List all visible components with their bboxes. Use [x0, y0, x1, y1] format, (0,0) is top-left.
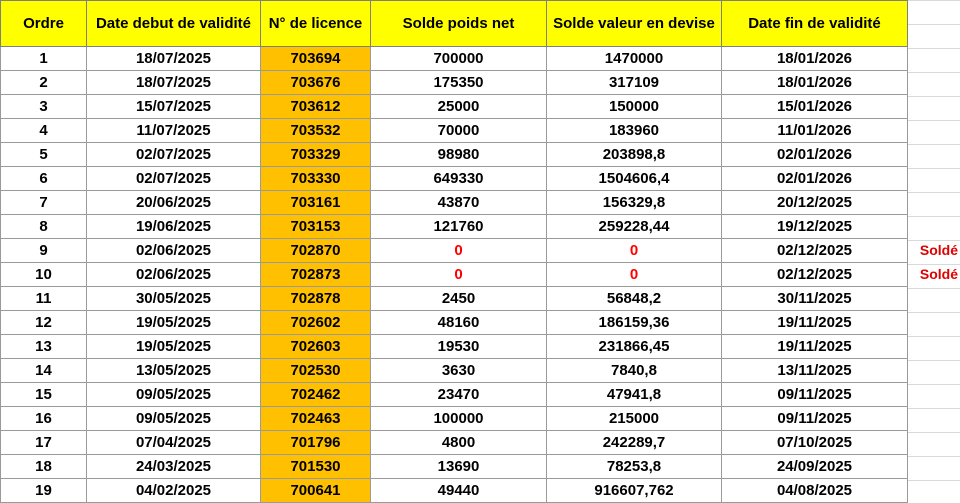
cell-licence[interactable]: 702530 — [261, 359, 371, 383]
table-row — [1, 455, 908, 479]
status-note — [907, 454, 960, 478]
status-notes-column — [907, 46, 960, 502]
cell-solde-poids[interactable]: 4800 — [371, 431, 547, 455]
cell-licence[interactable]: 702602 — [261, 311, 371, 335]
cell-date-debut[interactable]: 09/05/2025 — [87, 407, 261, 431]
cell-date-fin[interactable]: 02/01/2026 — [722, 167, 908, 191]
cell-ordre[interactable]: 12 — [1, 311, 87, 335]
cell-ordre[interactable]: 19 — [1, 479, 87, 503]
cell-date-fin[interactable]: 20/12/2025 — [722, 191, 908, 215]
cell-licence[interactable]: 703329 — [261, 143, 371, 167]
status-note — [907, 70, 960, 94]
status-note — [907, 118, 960, 142]
cell-date-debut[interactable]: 30/05/2025 — [87, 287, 261, 311]
status-note — [907, 334, 960, 358]
cell-ordre[interactable]: 7 — [1, 191, 87, 215]
cell-solde-valeur[interactable]: 242289,7 — [547, 431, 722, 455]
cell-date-fin[interactable]: 02/12/2025 — [722, 239, 908, 263]
cell-date-fin[interactable]: 02/01/2026 — [722, 143, 908, 167]
header-licence[interactable]: N° de licence — [261, 1, 371, 47]
cell-date-debut[interactable]: 02/06/2025 — [87, 263, 261, 287]
status-note — [907, 478, 960, 502]
cell-date-fin[interactable]: 04/08/2025 — [722, 479, 908, 503]
cell-solde-valeur[interactable]: 1504606,4 — [547, 167, 722, 191]
status-note — [907, 46, 960, 70]
cell-date-fin[interactable]: 30/11/2025 — [722, 287, 908, 311]
cell-licence[interactable]: 703532 — [261, 119, 371, 143]
cell-date-debut[interactable]: 04/02/2025 — [87, 479, 261, 503]
table-row — [1, 143, 908, 167]
table-row — [1, 239, 908, 263]
cell-solde-valeur[interactable]: 7840,8 — [547, 359, 722, 383]
cell-date-fin[interactable]: 07/10/2025 — [722, 431, 908, 455]
cell-solde-valeur[interactable]: 186159,36 — [547, 311, 722, 335]
cell-ordre[interactable]: 4 — [1, 119, 87, 143]
cell-solde-poids[interactable]: 0 — [371, 239, 547, 263]
table-body — [1, 47, 908, 503]
cell-date-debut[interactable]: 11/07/2025 — [87, 119, 261, 143]
cell-date-debut[interactable]: 19/05/2025 — [87, 335, 261, 359]
status-note — [907, 310, 960, 334]
status-note: Soldé — [919, 242, 958, 258]
header-solde-poids[interactable]: Solde poids net — [371, 1, 547, 47]
cell-solde-valeur[interactable]: 203898,8 — [547, 143, 722, 167]
cell-solde-valeur[interactable]: 0 — [547, 263, 722, 287]
cell-date-debut[interactable]: 24/03/2025 — [87, 455, 261, 479]
cell-solde-valeur[interactable]: 317109 — [547, 71, 722, 95]
cell-date-debut[interactable]: 18/07/2025 — [87, 71, 261, 95]
table-row — [1, 95, 908, 119]
cell-solde-poids[interactable]: 48160 — [371, 311, 547, 335]
header-row — [1, 1, 908, 47]
status-note — [907, 94, 960, 118]
cell-solde-poids[interactable]: 121760 — [371, 215, 547, 239]
table-row — [1, 479, 908, 503]
cell-ordre[interactable]: 2 — [1, 71, 87, 95]
table-row — [1, 383, 908, 407]
cell-solde-valeur[interactable]: 259228,44 — [547, 215, 722, 239]
cell-licence[interactable]: 703330 — [261, 167, 371, 191]
header-ordre[interactable]: Ordre — [1, 1, 87, 47]
cell-licence[interactable]: 703694 — [261, 47, 371, 71]
cell-solde-valeur[interactable]: 156329,8 — [547, 191, 722, 215]
cell-ordre[interactable]: 15 — [1, 383, 87, 407]
cell-solde-poids[interactable]: 2450 — [371, 287, 547, 311]
cell-date-debut[interactable]: 02/07/2025 — [87, 143, 261, 167]
cell-date-debut[interactable]: 18/07/2025 — [87, 47, 261, 71]
cell-licence[interactable]: 702873 — [261, 263, 371, 287]
cell-date-fin[interactable]: 09/11/2025 — [722, 407, 908, 431]
cell-licence[interactable]: 703676 — [261, 71, 371, 95]
cell-solde-valeur[interactable]: 916607,762 — [547, 479, 722, 503]
cell-solde-valeur[interactable]: 1470000 — [547, 47, 722, 71]
cell-date-fin[interactable]: 09/11/2025 — [722, 383, 908, 407]
cell-ordre[interactable]: 10 — [1, 263, 87, 287]
status-note — [907, 358, 960, 382]
cell-solde-poids[interactable]: 13690 — [371, 455, 547, 479]
cell-date-fin[interactable]: 19/11/2025 — [722, 311, 908, 335]
cell-ordre[interactable]: 11 — [1, 287, 87, 311]
cell-date-fin[interactable]: 18/01/2026 — [722, 71, 908, 95]
cell-ordre[interactable]: 9 — [1, 239, 87, 263]
cell-solde-poids[interactable]: 700000 — [371, 47, 547, 71]
cell-date-debut[interactable]: 19/06/2025 — [87, 215, 261, 239]
table-row — [1, 215, 908, 239]
cell-solde-poids[interactable]: 49440 — [371, 479, 547, 503]
status-note — [907, 166, 960, 190]
cell-solde-poids[interactable]: 3630 — [371, 359, 547, 383]
status-note: Soldé — [919, 266, 958, 282]
table-row — [1, 335, 908, 359]
status-note — [907, 286, 960, 310]
cell-solde-poids[interactable]: 19530 — [371, 335, 547, 359]
cell-solde-valeur[interactable]: 0 — [547, 239, 722, 263]
cell-ordre[interactable]: 8 — [1, 215, 87, 239]
header-date-debut[interactable]: Date debut de validité — [87, 1, 261, 47]
cell-solde-valeur[interactable]: 47941,8 — [547, 383, 722, 407]
table-row — [1, 47, 908, 71]
cell-date-debut[interactable]: 13/05/2025 — [87, 359, 261, 383]
cell-solde-poids[interactable]: 100000 — [371, 407, 547, 431]
table-row — [1, 359, 908, 383]
table-row — [1, 119, 908, 143]
status-note — [907, 406, 960, 430]
cell-solde-valeur[interactable]: 215000 — [547, 407, 722, 431]
cell-licence[interactable]: 702603 — [261, 335, 371, 359]
status-note — [907, 382, 960, 406]
cell-ordre[interactable]: 1 — [1, 47, 87, 71]
cell-licence[interactable]: 700641 — [261, 479, 371, 503]
cell-solde-valeur[interactable]: 231866,45 — [547, 335, 722, 359]
cell-licence[interactable]: 701796 — [261, 431, 371, 455]
header-solde-valeur[interactable]: Solde valeur en devise — [547, 1, 722, 47]
table-row — [1, 167, 908, 191]
cell-solde-valeur[interactable]: 183960 — [547, 119, 722, 143]
cell-licence[interactable]: 702463 — [261, 407, 371, 431]
cell-date-fin[interactable]: 19/12/2025 — [722, 215, 908, 239]
cell-date-debut[interactable]: 15/07/2025 — [87, 95, 261, 119]
cell-solde-poids[interactable]: 70000 — [371, 119, 547, 143]
table-row — [1, 431, 908, 455]
cell-date-debut[interactable]: 07/04/2025 — [87, 431, 261, 455]
cell-licence[interactable]: 702462 — [261, 383, 371, 407]
table-row — [1, 71, 908, 95]
cell-date-fin[interactable]: 19/11/2025 — [722, 335, 908, 359]
cell-licence[interactable]: 703612 — [261, 95, 371, 119]
cell-ordre[interactable]: 5 — [1, 143, 87, 167]
cell-licence[interactable]: 702878 — [261, 287, 371, 311]
cell-date-debut[interactable]: 19/05/2025 — [87, 311, 261, 335]
cell-solde-poids[interactable]: 98980 — [371, 143, 547, 167]
cell-date-fin[interactable]: 24/09/2025 — [722, 455, 908, 479]
cell-date-debut[interactable]: 02/07/2025 — [87, 167, 261, 191]
status-note — [907, 430, 960, 454]
cell-licence[interactable]: 703153 — [261, 215, 371, 239]
cell-date-debut[interactable]: 20/06/2025 — [87, 191, 261, 215]
cell-ordre[interactable]: 14 — [1, 359, 87, 383]
cell-solde-poids[interactable]: 23470 — [371, 383, 547, 407]
cell-date-debut[interactable]: 09/05/2025 — [87, 383, 261, 407]
table-row — [1, 263, 908, 287]
cell-solde-valeur[interactable]: 78253,8 — [547, 455, 722, 479]
cell-date-fin[interactable]: 15/01/2026 — [722, 95, 908, 119]
status-note — [907, 190, 960, 214]
cell-solde-poids[interactable]: 25000 — [371, 95, 547, 119]
cell-solde-valeur[interactable]: 150000 — [547, 95, 722, 119]
cell-licence[interactable]: 703161 — [261, 191, 371, 215]
cell-licence[interactable]: 701530 — [261, 455, 371, 479]
table-row — [1, 311, 908, 335]
table-row — [1, 191, 908, 215]
status-note — [907, 142, 960, 166]
table-row — [1, 287, 908, 311]
cell-date-fin[interactable]: 18/01/2026 — [722, 47, 908, 71]
cell-solde-poids[interactable]: 43870 — [371, 191, 547, 215]
cell-ordre[interactable]: 16 — [1, 407, 87, 431]
cell-licence[interactable]: 702870 — [261, 239, 371, 263]
header-date-fin[interactable]: Date fin de validité — [722, 1, 908, 47]
cell-ordre[interactable]: 17 — [1, 431, 87, 455]
cell-date-debut[interactable]: 02/06/2025 — [87, 239, 261, 263]
status-note — [907, 214, 960, 238]
cell-ordre[interactable]: 3 — [1, 95, 87, 119]
cell-solde-poids[interactable]: 175350 — [371, 71, 547, 95]
cell-ordre[interactable]: 18 — [1, 455, 87, 479]
cell-date-fin[interactable]: 11/01/2026 — [722, 119, 908, 143]
table-row — [1, 407, 908, 431]
cell-ordre[interactable]: 13 — [1, 335, 87, 359]
cell-solde-valeur[interactable]: 56848,2 — [547, 287, 722, 311]
cell-solde-poids[interactable]: 649330 — [371, 167, 547, 191]
cell-ordre[interactable]: 6 — [1, 167, 87, 191]
cell-date-fin[interactable]: 13/11/2025 — [722, 359, 908, 383]
cell-date-fin[interactable]: 02/12/2025 — [722, 263, 908, 287]
cell-solde-poids[interactable]: 0 — [371, 263, 547, 287]
